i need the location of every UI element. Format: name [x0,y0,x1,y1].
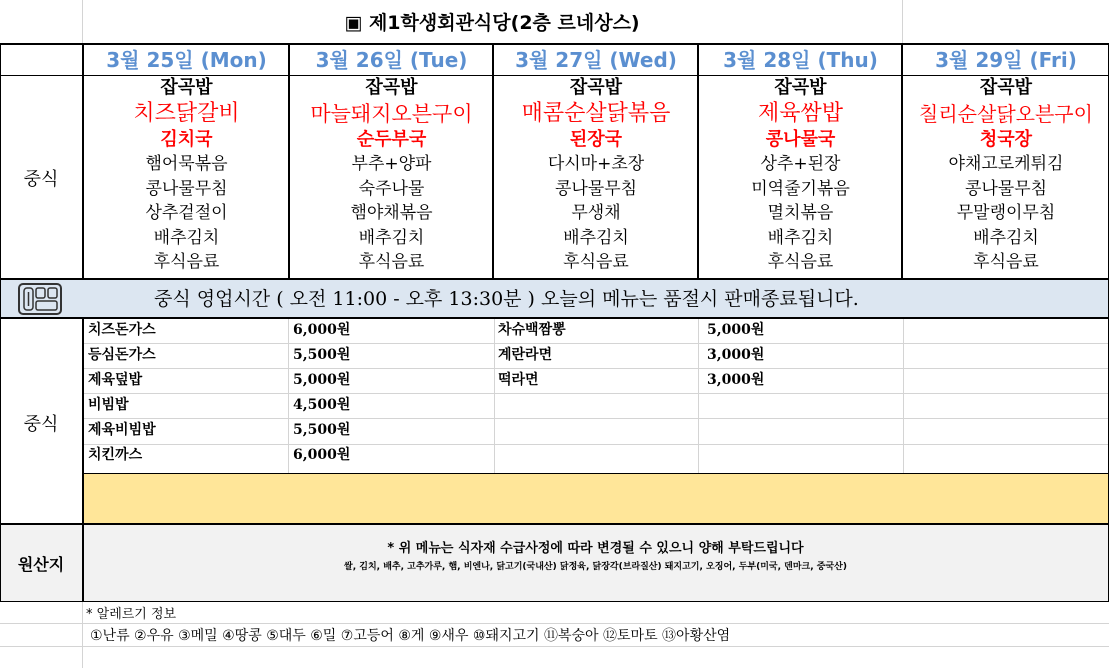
cafeteria-tray-icon [17,282,63,316]
side-dish: 후식음료 [153,252,220,272]
page-title: ▣ 제1학생회관식당(2층 르네상스) [344,12,640,34]
side-dish: 콩나물무침 [964,178,1048,199]
side-dish: 후식음료 [358,252,425,272]
soup-item: 콩나물국 [765,129,836,150]
allergy-heading: * 알레르기 정보 [86,607,177,622]
side-dish: 콩나물무침 [145,178,228,199]
rice-item: 잡곡밥 [569,77,623,98]
day-header-fri: 3월 29일 (Fri) [935,48,1077,72]
side-dish: 배추김치 [358,227,425,248]
day-header-thu: 3월 28일 (Thu) [723,48,878,72]
soup-item: 된장국 [569,129,623,150]
lunch-label: 중식 [23,169,59,190]
menu-column-fri [903,76,1109,278]
soup-item: 순두부국 [356,129,427,150]
side-dish: 후식음료 [767,252,834,272]
day-header-mon: 3월 25일 (Mon) [106,48,267,72]
list-item: 치킨까스 6,000원 [88,447,351,463]
side-dish: 콩나물무침 [554,178,638,199]
side-dish: 배추김치 [973,227,1039,248]
side-dish: 무말랭이무침 [956,203,1056,223]
side-dish: 상추겉절이 [145,203,228,223]
menu-column-wed [494,76,698,278]
side-dish: 부추+양파 [351,154,432,174]
allergy-list: ①난류 ②우유 ③메밀 ④땅콩 ⑤대두 ⑥밀 ⑦고등어 ⑧게 ⑨새우 ⑩돼지고기 ⑪복숭아 ⑫토마토 ⑬아황산염 [90,628,731,644]
list-item: 비빔밥 4,500원 [88,397,351,413]
day-header-wed: 3월 27일 (Wed) [515,48,677,72]
list-item: 계란라면 3,000원 [498,347,765,363]
rice-item: 잡곡밥 [160,77,213,98]
alacarte-list-right [494,318,904,393]
side-dish: 멸치볶음 [767,203,834,223]
side-dish: 배추김치 [563,227,629,248]
origin-label: 원산지 [17,555,65,574]
alacarte-label: 중식 [23,414,59,435]
menu-column-tue [290,76,493,278]
side-dish: 다시마+초장 [547,154,645,174]
list-item: 차슈백짬뽕 5,000원 [498,322,765,338]
side-dish: 야채고로케튀김 [948,154,1064,174]
list-item: 제육덮밥 5,000원 [88,372,351,388]
soup-item: 청국장 [979,129,1033,150]
side-dish: 배추김치 [153,227,220,248]
main-dish: 매콤순살닭볶음 [521,101,671,126]
soup-item: 김치국 [160,129,213,150]
side-dish: 미역줄기볶음 [751,178,850,199]
side-dish: 배추김치 [767,227,834,248]
notice-text: * 위 메뉴는 식자재 수급사정에 따라 변경될 수 있으니 양해 부탁드립니다 [387,541,804,556]
side-dish: 상추+된장 [760,154,841,174]
menu-column-mon [84,76,289,278]
main-dish: 칠리순살닭오븐구이 [919,102,1093,126]
origin-list: 쌀, 김치, 배추, 고추가루, 햄, 비엔나, 닭고기(국내산) 닭정육, 닭장각(브라질산) 돼지고기, 오징어, 두부(미국, 덴마크, 중국산) [344,562,847,572]
side-dish: 햄야채볶음 [350,203,433,223]
menu-column-thu [699,76,902,278]
rice-item: 잡곡밥 [774,77,827,98]
business-hours-banner: 중식 영업시간 ( 오전 11:00 - 오후 13:30분 ) 오늘의 메뉴는 품절시 판매종료됩니다. [82,280,1109,318]
day-header-tue: 3월 26일 (Tue) [315,48,468,72]
side-dish: 후식음료 [973,252,1039,272]
list-item: 등심돈가스 5,500원 [88,347,351,363]
list-item: 제육비빔밥 5,500원 [88,422,351,438]
side-dish: 후식음료 [563,252,629,272]
side-dish: 햄어묵볶음 [145,154,228,174]
list-item: 떡라면 3,000원 [498,372,765,388]
main-dish: 치즈닭갈비 [133,101,240,126]
list-item: 치즈돈가스 6,000원 [88,322,351,338]
side-dish: 무생채 [571,203,621,223]
side-dish: 숙주나물 [358,178,425,199]
main-dish: 제육쌈밥 [757,101,843,126]
main-dish: 마늘돼지오븐구이 [310,102,473,126]
rice-item: 잡곡밥 [979,77,1033,98]
empty-highlight-row [84,473,1109,524]
rice-item: 잡곡밥 [365,77,418,98]
